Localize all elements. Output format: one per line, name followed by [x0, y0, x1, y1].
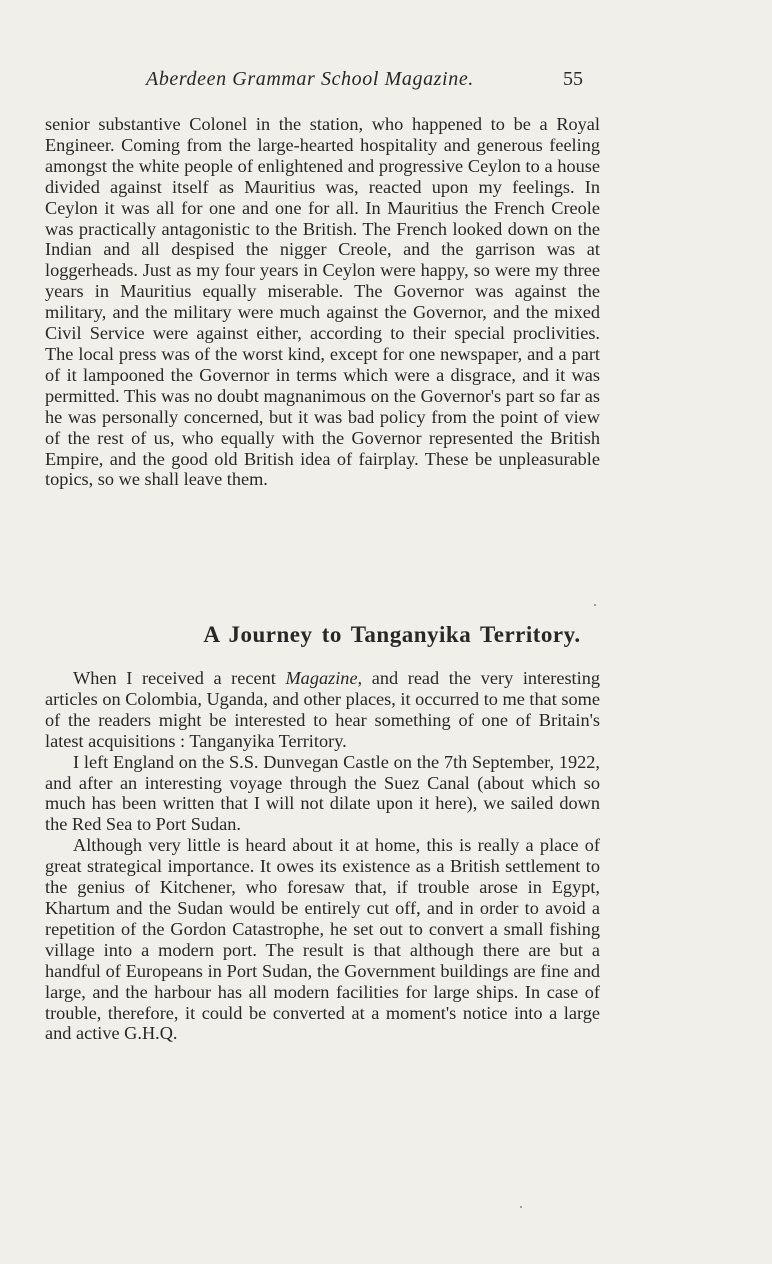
running-title: Aberdeen Grammar School Magazine.	[146, 68, 474, 90]
paragraph-1-rest: and read the very interesting articles on Colombia, Uganda, and other places, it occurred to me that some of the readers might be interested to hear something of one of Britain's latest acquisitions : Tanganyika Territory.	[45, 668, 600, 751]
article-paragraph-3: Although very little is heard about it at home, this is really a place of great strategical importance. It owes its existence as a British settlement to the genius of Kitchener, who foresaw that, if trouble arose in Egypt, Khartum and the Sudan would be entirely cut off, and in order to avoid a repetition of the Gordon Catastrophe, he set out to convert a small fishing village into a modern port. The result is that although there are but a handful of Europeans in Port Sudan, the Government buildings are fine and large, and the harbour has all modern facilities for large ships. In case of trouble, therefore, it could be converted at a moment's notice into a large and active G.H.Q.	[45, 835, 600, 1044]
continued-paragraph: senior substantive Colonel in the station, who happened to be a Royal Engineer. Coming from the large-hearted hospitality and generous feeling amongst the white people of enlightened and progressive Ceylon to a house divided against itself as Mauritius was, reacted upon my feelings. In Ceylon it was all for one and one for all. In Mauritius the French Creole was practically antagonistic to the British. The French looked down on the Indian and all despised the nigger Creole, and the garrison was at loggerheads. Just as my four years in Ceylon were happy, so were my three years in Mauritius equally miserable. The Governor was against the military, and the military were much against the Governor, and the mixed Civil Service were against either, according to their special proclivities. The local press was of the worst kind, except for one newspaper, and a part of it lampooned the Governor in terms which were a disgrace, and it was permitted. This was no doubt magnanimous on the Governor's part so far as he was personally concerned, but it was bad policy from the point of view of the rest of us, who equally with the Governor represented the British Empire, and the good old British idea of fairplay. These be unpleasurable topics, so we shall leave them.	[45, 114, 600, 490]
paragraph-1-lead: When I received a recent	[73, 668, 286, 688]
article-title: A Journey to Tanganyika Territory.	[203, 622, 581, 647]
page-number: 55	[563, 68, 583, 90]
paper-speck	[520, 1206, 522, 1208]
continued-article-text	[45, 114, 600, 490]
article-paragraph-2: I left England on the S.S. Dunvegan Castle on the 7th September, 1922, and after an interesting voyage through the Suez Canal (about which so much has been written that I will not dilate upon it here), we sailed down the Red Sea to Port Sudan.	[45, 751, 600, 835]
page-header	[0, 68, 772, 98]
article-paragraph-1	[45, 668, 600, 752]
paper-speck	[594, 604, 596, 606]
article-body	[45, 668, 600, 1044]
magazine-italic: Magazine,	[285, 668, 363, 688]
